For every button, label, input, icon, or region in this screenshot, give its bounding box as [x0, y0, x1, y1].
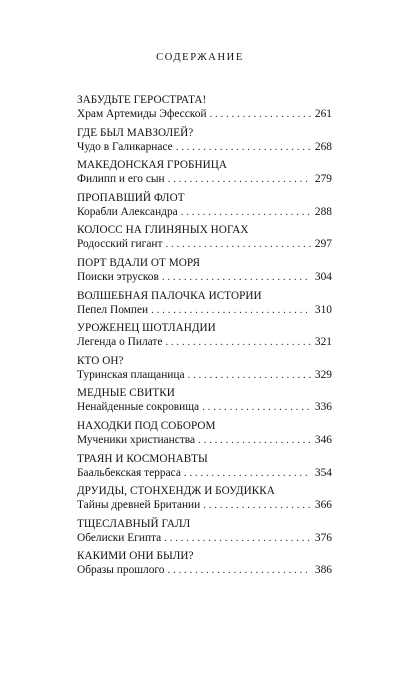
dot-leader — [198, 434, 311, 447]
dot-leader — [188, 369, 311, 382]
toc-entry-title: НАХОДКИ ПОД СОБОРОМ — [77, 419, 216, 432]
toc-entry-title: ТРАЯН И КОСМОНАВТЫ — [77, 452, 208, 465]
toc-entry-subline — [77, 206, 332, 219]
dot-leader — [203, 499, 311, 512]
toc-entry-page-number: 297 — [314, 238, 332, 251]
dot-leader — [168, 173, 311, 186]
toc-entry — [77, 485, 332, 518]
toc-entry-subline — [77, 108, 332, 121]
dot-leader — [181, 206, 311, 219]
dot-leader — [164, 532, 311, 545]
toc-entry — [77, 257, 332, 290]
dot-leader — [176, 141, 311, 154]
toc-entry-subtitle: Тайны древней Британии — [77, 499, 201, 512]
toc-entry-subtitle: Родосский гигант — [77, 238, 163, 251]
toc-entry — [77, 290, 332, 323]
toc-entry-page-number: 321 — [314, 336, 332, 349]
toc-entry — [77, 550, 332, 583]
toc-entry-subline — [77, 401, 332, 414]
toc-entry — [77, 518, 332, 551]
dot-leader — [168, 564, 311, 577]
toc-entry-subline — [77, 238, 332, 251]
toc-entry-title: ДРУИДЫ, СТОНХЕНДЖ И БОУДИККА — [77, 485, 275, 498]
toc-entry-subtitle: Обелиски Египта — [77, 531, 162, 544]
page-title: СОДЕРЖАНИЕ — [156, 52, 244, 63]
toc-entry — [77, 453, 332, 486]
toc-entry-title: УРОЖЕНЕЦ ШОТЛАНДИИ — [77, 322, 216, 335]
toc-entry-title: КОЛОСС НА ГЛИНЯНЫХ НОГАХ — [77, 224, 249, 237]
toc-entry-subtitle: Образы прошлого — [77, 564, 165, 577]
toc-entry-subtitle: Поиски этрусков — [77, 270, 159, 283]
toc-entry-page-number: 279 — [314, 173, 332, 186]
toc-entry-subtitle: Мученики христианства — [77, 433, 196, 446]
toc-list — [77, 94, 332, 583]
toc-entry-title: КТО ОН? — [77, 354, 124, 367]
toc-entry-title: ЗАБУДЬТЕ ГЕРОСТРАТА! — [77, 94, 207, 106]
toc-entry-page-number: 376 — [314, 531, 332, 544]
toc-entry — [77, 127, 332, 160]
toc-entry-page-number: 288 — [314, 205, 332, 218]
toc-entry — [77, 355, 332, 388]
toc-entry — [77, 420, 332, 453]
toc-entry-page-number: 304 — [314, 270, 332, 283]
toc-entry-title: ВОЛШЕБНАЯ ПАЛОЧКА ИСТОРИИ — [77, 289, 262, 302]
dot-leader — [165, 238, 310, 251]
toc-entry-page-number: 346 — [314, 433, 332, 446]
toc-entry-subtitle: Туринская плащаница — [77, 368, 185, 381]
toc-entry-page-number: 261 — [314, 108, 332, 120]
toc-entry-subline — [77, 532, 332, 545]
dot-leader — [210, 108, 311, 121]
dot-leader — [202, 401, 311, 414]
toc-entry-title: ТЩЕСЛАВНЫЙ ГАЛЛ — [77, 517, 191, 530]
toc-entry-page-number: 354 — [314, 466, 332, 479]
dot-leader — [165, 336, 310, 349]
toc-entry-title: ГДЕ БЫЛ МАВЗОЛЕЙ? — [77, 126, 194, 139]
toc-entry-subline — [77, 467, 332, 480]
toc-entry-subline — [77, 564, 332, 577]
toc-entry-page-number: 310 — [314, 303, 332, 316]
toc-entry-subline — [77, 141, 332, 154]
toc-entry-title: МЕДНЫЕ СВИТКИ — [77, 387, 175, 400]
toc-entry-subtitle: Легенда о Пилате — [77, 336, 163, 349]
dot-leader — [162, 271, 311, 284]
toc-entry — [77, 387, 332, 420]
toc-entry-page-number: 366 — [314, 499, 332, 512]
toc-entry — [77, 94, 332, 127]
toc-entry — [77, 159, 332, 192]
toc-entry-subtitle: Корабли Александра — [77, 205, 178, 218]
toc-entry-title: ПОРТ ВДАЛИ ОТ МОРЯ — [77, 256, 200, 269]
toc-entry-title: МАКЕДОНСКАЯ ГРОБНИЦА — [77, 159, 228, 172]
dot-leader — [151, 304, 311, 317]
toc-entry-subline — [77, 499, 332, 512]
toc-entry-subtitle: Филипп и его сын — [77, 173, 165, 186]
toc-entry-subtitle: Храм Артемиды Эфесской — [77, 108, 207, 120]
toc-entry-subtitle: Ненайденные сокровища — [77, 401, 200, 414]
toc-entry-subline — [77, 271, 332, 284]
toc-entry-subline — [77, 304, 332, 317]
toc-entry-title: КАКИМИ ОНИ БЫЛИ? — [77, 550, 194, 563]
toc-entry-page-number: 336 — [314, 401, 332, 414]
toc-entry — [77, 322, 332, 355]
toc-entry-subtitle: Пепел Помпеи — [77, 303, 149, 316]
toc-entry-page-number: 268 — [314, 140, 332, 153]
toc-entry-subtitle: Чудо в Галикарнасе — [77, 140, 173, 153]
toc-entry-page-number: 329 — [314, 368, 332, 381]
toc-entry-subline — [77, 336, 332, 349]
toc-entry-page-number: 386 — [314, 564, 332, 577]
toc-entry-subline — [77, 173, 332, 186]
toc-entry-subtitle: Баальбекская терраса — [77, 466, 181, 479]
toc-entry — [77, 224, 332, 257]
dot-leader — [184, 467, 311, 480]
toc-entry-subline — [77, 434, 332, 447]
toc-entry — [77, 192, 332, 225]
toc-entry-subline — [77, 369, 332, 382]
toc-entry-title: ПРОПАВШИЙ ФЛОТ — [77, 191, 185, 204]
